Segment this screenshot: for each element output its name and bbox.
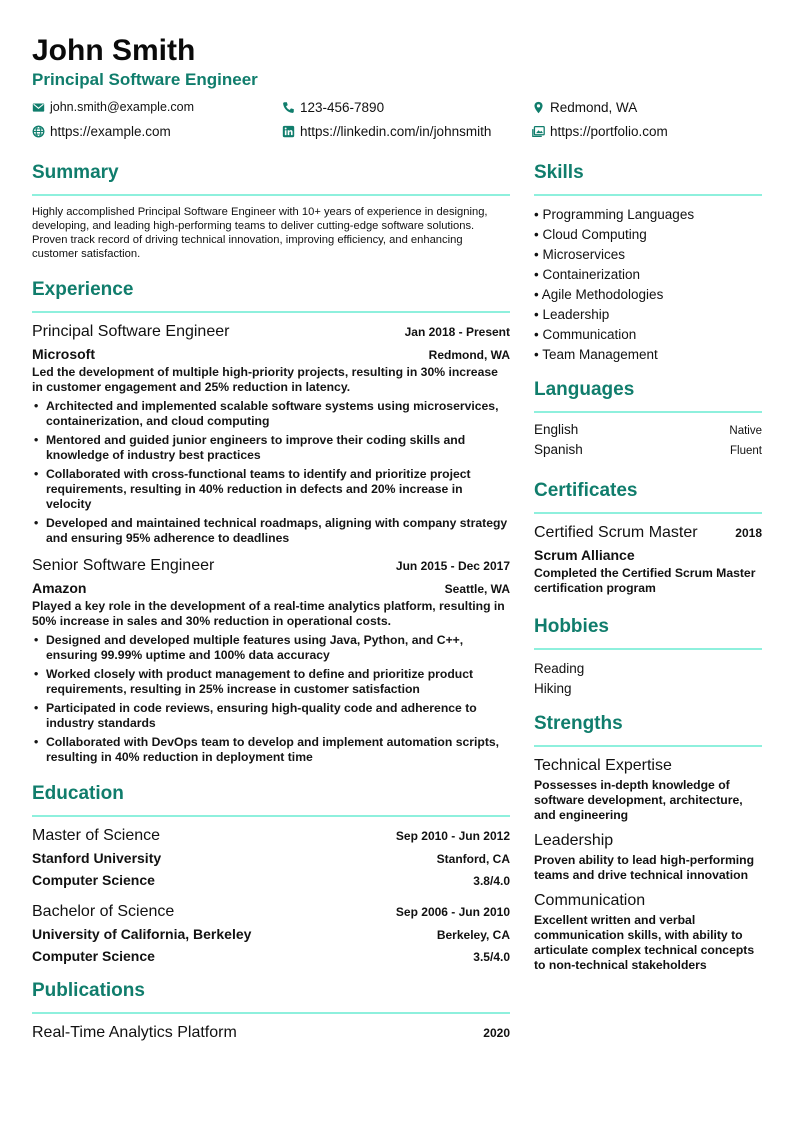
- linkedin-icon: [282, 125, 295, 138]
- section-divider: [534, 411, 762, 413]
- job-entry: [32, 556, 510, 765]
- section-heading: Certificates: [534, 480, 638, 501]
- strength-title: Technical Expertise: [534, 757, 672, 774]
- strength-description: Proven ability to lead high-performing teams and drive technical innovation: [534, 853, 755, 882]
- contact-email-text: john.smith@example.com: [50, 100, 194, 114]
- hobby-item: Hiking: [534, 681, 572, 696]
- job-bullet: • Collaborated with cross-functional teams to identify and prioritize project requirements, resulting in 40% reduction in defects and 20% increase in velocity: [32, 467, 510, 512]
- hobbies-section: [534, 616, 762, 699]
- skill-item: • Containerization: [534, 265, 762, 285]
- resume-page: [32, 34, 762, 1041]
- strength-entry: [534, 891, 762, 973]
- job-title: Senior Software Engineer: [32, 557, 215, 574]
- skill-item: • Agile Methodologies: [534, 285, 762, 305]
- language-level: Native: [729, 425, 762, 437]
- phone-icon: [282, 101, 295, 114]
- school-location: Stanford, CA: [436, 852, 510, 866]
- contact-portfolio[interactable]: [532, 123, 762, 139]
- right-column: [534, 162, 762, 981]
- portfolio-icon: [532, 125, 545, 138]
- contact-list: [32, 99, 762, 139]
- certificate-description: Completed the Certified Scrum Master certification program: [534, 566, 756, 595]
- job-location: Redmond, WA: [428, 348, 510, 362]
- strength-title: Leadership: [534, 832, 614, 849]
- publication-year: 2020: [483, 1026, 510, 1040]
- section-heading: Publications: [32, 980, 145, 1001]
- job-company: Microsoft: [32, 346, 95, 362]
- strength-entry: [534, 756, 762, 823]
- section-heading: Strengths: [534, 713, 623, 734]
- skills-list: [534, 205, 762, 365]
- publication-entry: [32, 1023, 510, 1043]
- globe-icon: [32, 125, 45, 138]
- certificate-org: Scrum Alliance: [534, 547, 635, 563]
- summary-section: [32, 162, 510, 261]
- contact-location-text: Redmond, WA: [550, 99, 638, 115]
- skill-item: • Programming Languages: [534, 205, 762, 225]
- certificate-title: Certified Scrum Master: [534, 524, 698, 541]
- strength-title: Communication: [534, 892, 646, 909]
- language-entry: [534, 422, 762, 442]
- contact-portfolio-text: https://portfolio.com: [550, 123, 668, 139]
- job-location: Seattle, WA: [444, 582, 510, 596]
- contact-location: [532, 99, 762, 115]
- job-bullet: • Participated in code reviews, ensuring high-quality code and adherence to industry standards: [32, 701, 510, 731]
- job-dates: Jun 2015 - Dec 2017: [395, 559, 510, 573]
- experience-section: [32, 279, 510, 765]
- summary-text: Highly accomplished Principal Software Engineer with 10+ years of experience in designing, developing, and leading high-performing teams to deliver cutting-edge software solutions. Proven track record of driving technical innovation, improving efficiency, and enhancing customer satisfaction.: [32, 206, 488, 260]
- job-bullet: • Mentored and guided junior engineers to improve their coding skills and knowledge of industry best practices: [32, 433, 510, 463]
- job-bullet: • Architected and implemented scalable software systems using microservices, containerization, and cloud computing: [32, 399, 510, 429]
- strength-description: Possesses in-depth knowledge of software development, architecture, and engineering: [534, 778, 743, 822]
- section-divider: [534, 648, 762, 650]
- language-name: English: [534, 422, 579, 437]
- job-bullet: • Collaborated with DevOps team to develop and implement automation scripts, resulting in 40% reduction in deployment time: [32, 735, 510, 765]
- section-heading: Languages: [534, 379, 635, 400]
- contact-website-text: https://example.com: [50, 123, 171, 139]
- contact-email[interactable]: [32, 99, 282, 115]
- strengths-section: [534, 713, 762, 973]
- education-section: [32, 783, 510, 966]
- languages-section: [534, 379, 762, 462]
- job-company: Amazon: [32, 580, 87, 596]
- left-column: [32, 162, 510, 1043]
- school: Stanford University: [32, 850, 162, 866]
- school: University of California, Berkeley: [32, 926, 252, 942]
- language-entry: [534, 442, 762, 462]
- section-divider: [534, 745, 762, 747]
- section-heading: Skills: [534, 162, 584, 183]
- gpa: 3.5/4.0: [473, 950, 510, 964]
- section-divider: [32, 1012, 510, 1014]
- language-level: Fluent: [730, 445, 762, 457]
- mail-icon: [32, 101, 45, 114]
- skill-item: • Team Management: [534, 345, 762, 365]
- strength-entry: [534, 831, 762, 883]
- candidate-title: Principal Software Engineer: [32, 70, 258, 89]
- job-bullet: • Designed and developed multiple features using Java, Python, and C++, ensuring 99.99% uptime and 100% data accuracy: [32, 633, 510, 663]
- section-divider: [32, 815, 510, 817]
- skill-item: • Communication: [534, 325, 762, 345]
- publications-section: [32, 980, 510, 1043]
- location-icon: [532, 101, 545, 114]
- certificate-header: [534, 523, 762, 543]
- section-heading: Experience: [32, 279, 134, 300]
- job-bullet: • Developed and maintained technical roadmaps, aligning with company strategy and ensuring 95% adherence to deadlines: [32, 516, 510, 546]
- degree: Bachelor of Science: [32, 903, 175, 920]
- school-location: Berkeley, CA: [436, 928, 510, 942]
- education-entry: [32, 902, 510, 966]
- section-heading: Summary: [32, 162, 119, 183]
- gpa: 3.8/4.0: [473, 874, 510, 888]
- contact-website[interactable]: [32, 123, 282, 139]
- skill-item: • Leadership: [534, 305, 762, 325]
- publication-title: Real-Time Analytics Platform: [32, 1024, 237, 1041]
- field-of-study: Computer Science: [32, 948, 155, 964]
- section-divider: [32, 194, 510, 196]
- job-description: Played a key role in the development of a real-time analytics platform, resulting in 50% increase in sales and 30% reduction in operational costs.: [32, 599, 505, 628]
- field-of-study: Computer Science: [32, 872, 155, 888]
- job-description: Led the development of multiple high-priority projects, resulting in 30% increase in customer engagement and 25% reduction in latency.: [32, 365, 498, 394]
- job-dates: Jan 2018 - Present: [404, 325, 510, 339]
- certificate-year: 2018: [735, 526, 762, 540]
- job-bullets: [32, 633, 510, 765]
- job-bullet: • Worked closely with product management to define and prioritize product requirements, resulting in 25% increase in customer satisfaction: [32, 667, 510, 697]
- skill-item: • Microservices: [534, 245, 762, 265]
- education-dates: Sep 2010 - Jun 2012: [395, 829, 510, 843]
- certificates-section: [534, 480, 762, 596]
- contact-phone-text: 123-456-7890: [300, 99, 385, 115]
- candidate-name: John Smith: [32, 34, 196, 67]
- section-divider: [534, 194, 762, 196]
- hobby-item: Reading: [534, 661, 585, 676]
- language-name: Spanish: [534, 442, 583, 457]
- job-title: Principal Software Engineer: [32, 323, 230, 340]
- strength-description: Excellent written and verbal communication skills, with ability to articulate complex technical concepts to non-technical stakeholders: [534, 913, 755, 972]
- section-divider: [32, 311, 510, 313]
- section-divider: [534, 512, 762, 514]
- contact-linkedin[interactable]: [282, 123, 532, 139]
- section-heading: Hobbies: [534, 616, 609, 637]
- job-bullets: [32, 399, 510, 546]
- contact-phone[interactable]: [282, 99, 532, 115]
- contact-linkedin-text: https://linkedin.com/in/johnsmith: [300, 123, 492, 139]
- education-entry: [32, 826, 510, 890]
- skill-item: • Cloud Computing: [534, 225, 762, 245]
- section-heading: Education: [32, 783, 124, 804]
- education-dates: Sep 2006 - Jun 2010: [395, 905, 510, 919]
- job-entry: [32, 322, 510, 546]
- skills-section: [534, 162, 762, 365]
- degree: Master of Science: [32, 827, 161, 844]
